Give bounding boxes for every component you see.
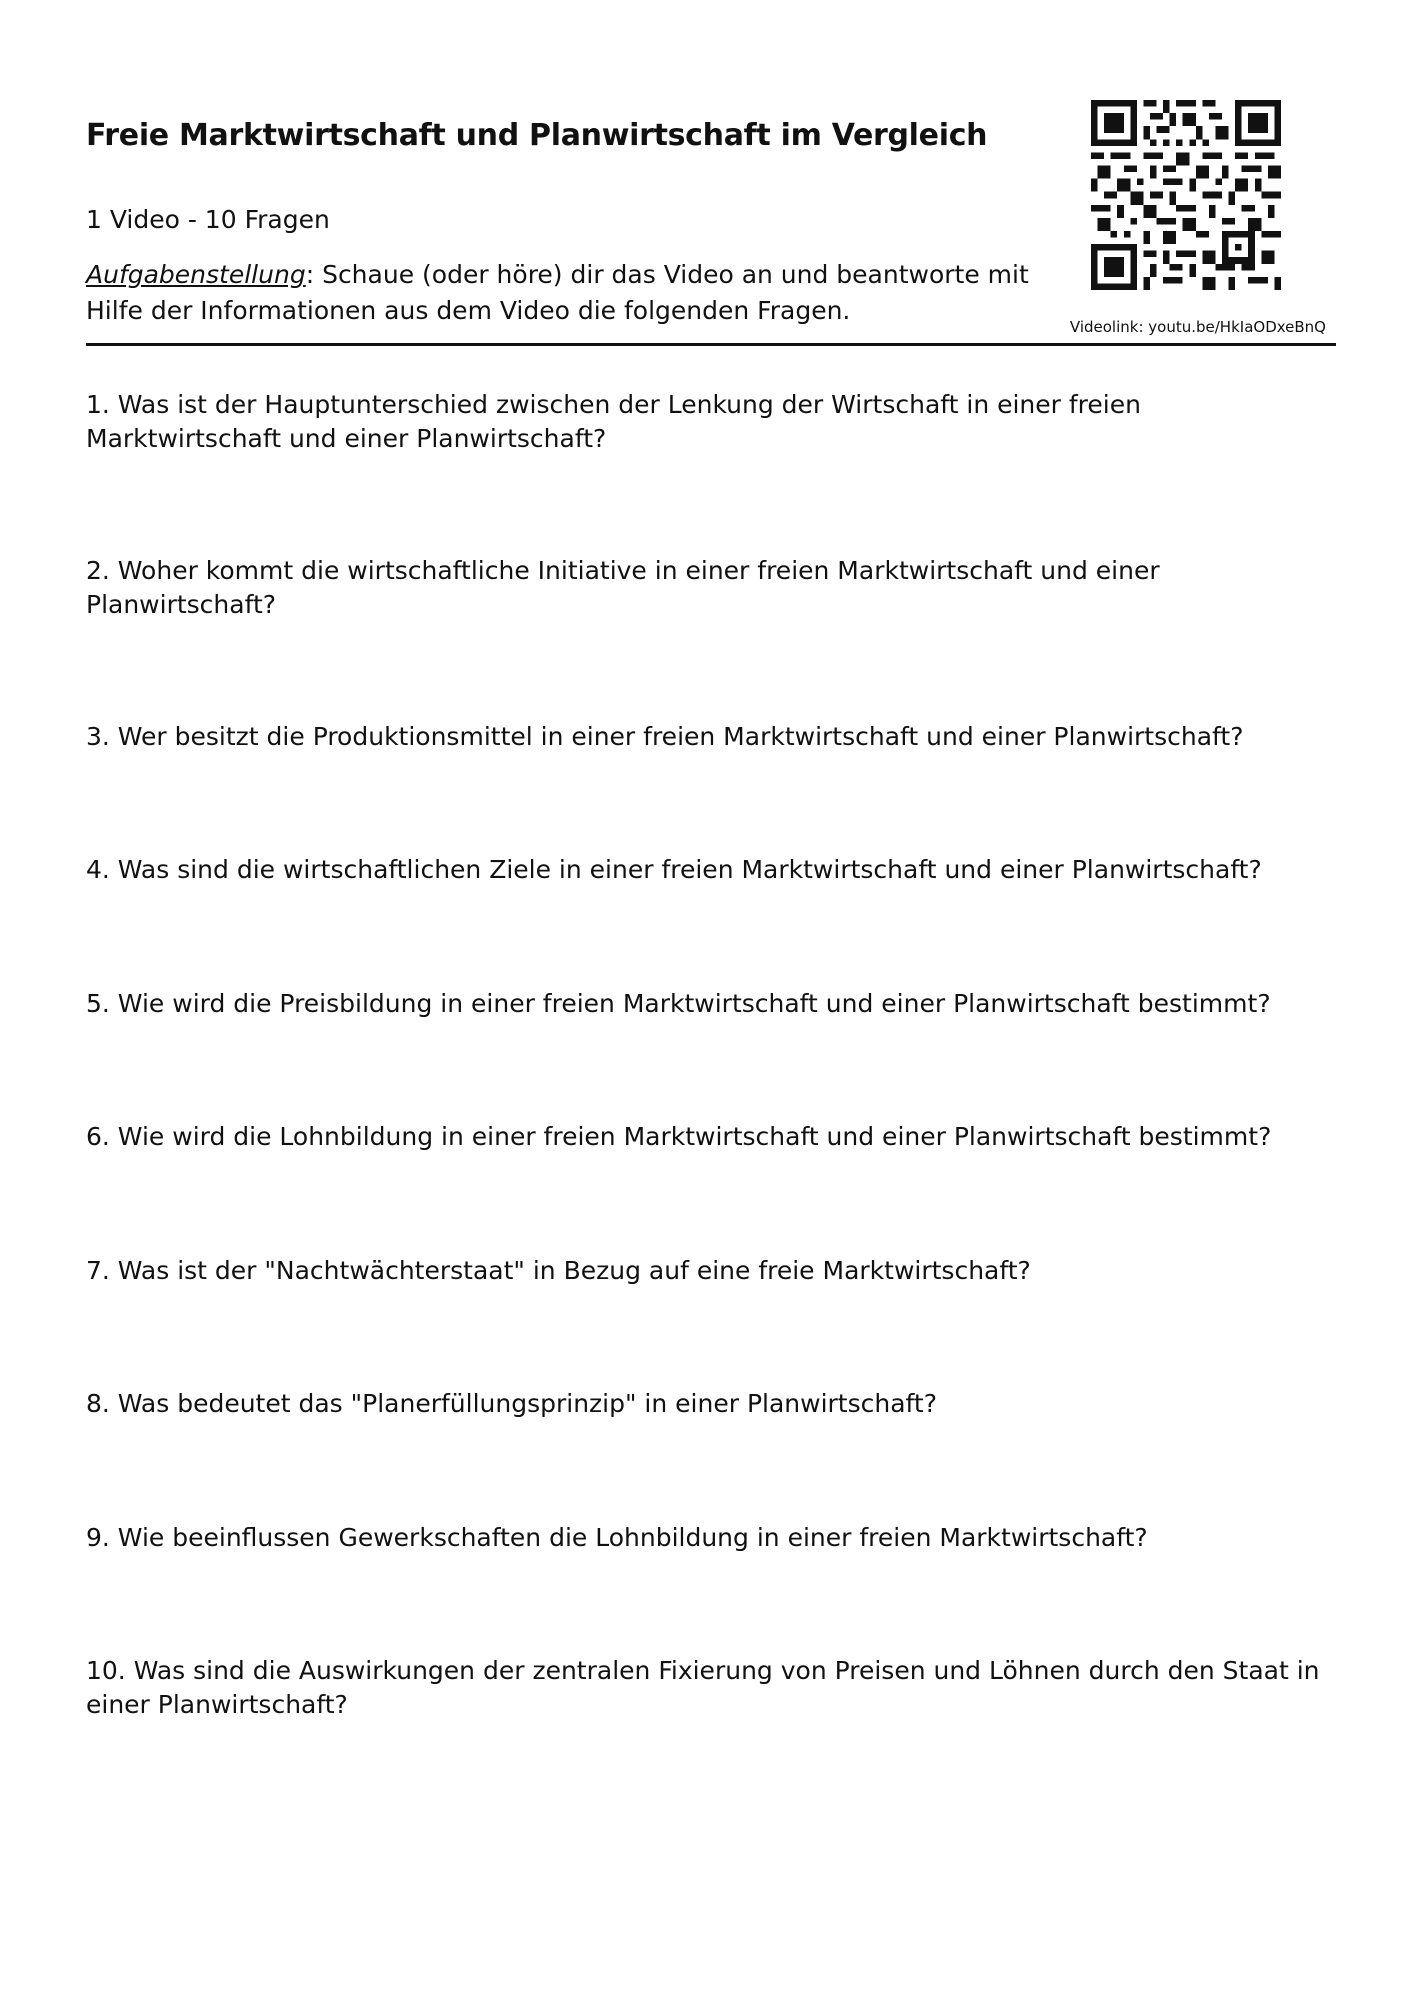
question-3: 3. Wer besitzt die Produktionsmittel in einer freien Marktwirtschaft und einer Planwirtschaft? (86, 722, 1244, 751)
question-9: 9. Wie beeinflussen Gewerkschaften die Lohnbildung in einer freien Marktwirtschaft? (86, 1523, 1148, 1552)
task-label: Aufgabenstellung (86, 260, 306, 289)
task-text: : Schaue (oder höre) dir das Video an und beantworte mit Hilfe der Informationen aus dem Video die folgenden Fragen. (86, 260, 1029, 325)
question-8: 8. Was bedeutet das "Planerfüllungsprinzip" in einer Planwirtschaft? (86, 1389, 937, 1418)
header-divider (86, 343, 1336, 346)
question-7: 7. Was ist der "Nachtwächterstaat" in Bezug auf eine freie Marktwirtschaft? (86, 1256, 1031, 1285)
question-2: 2. Woher kommt die wirtschaftliche Initiative in einer freien Marktwirtschaft und einer Planwirtschaft? (86, 556, 1160, 619)
question-4: 4. Was sind die wirtschaftlichen Ziele in einer freien Marktwirtschaft und einer Planwirtschaft? (86, 855, 1262, 884)
question-10: 10. Was sind die Auswirkungen der zentralen Fixierung von Preisen und Löhnen durch den Staat in einer Planwirtschaft? (86, 1656, 1320, 1719)
qr-code-icon[interactable] (1091, 100, 1281, 290)
worksheet-header (86, 0, 1336, 348)
page-subtitle: 1 Video - 10 Fragen (86, 205, 330, 234)
task-instructions (86, 257, 1046, 329)
question-1: 1. Was ist der Hauptunterschied zwischen der Lenkung der Wirtschaft in einer freien Marktwirtschaft und einer Planwirtschaft? (86, 390, 1141, 453)
video-link[interactable]: Videolink: youtu.be/HkIaODxeBnQ (1069, 318, 1326, 336)
question-5: 5. Wie wird die Preisbildung in einer freien Marktwirtschaft und einer Planwirtschaft bestimmt? (86, 989, 1271, 1018)
page-title: Freie Marktwirtschaft und Planwirtschaft im Vergleich (86, 118, 988, 153)
question-6: 6. Wie wird die Lohnbildung in einer freien Marktwirtschaft und einer Planwirtschaft bestimmt? (86, 1122, 1272, 1151)
